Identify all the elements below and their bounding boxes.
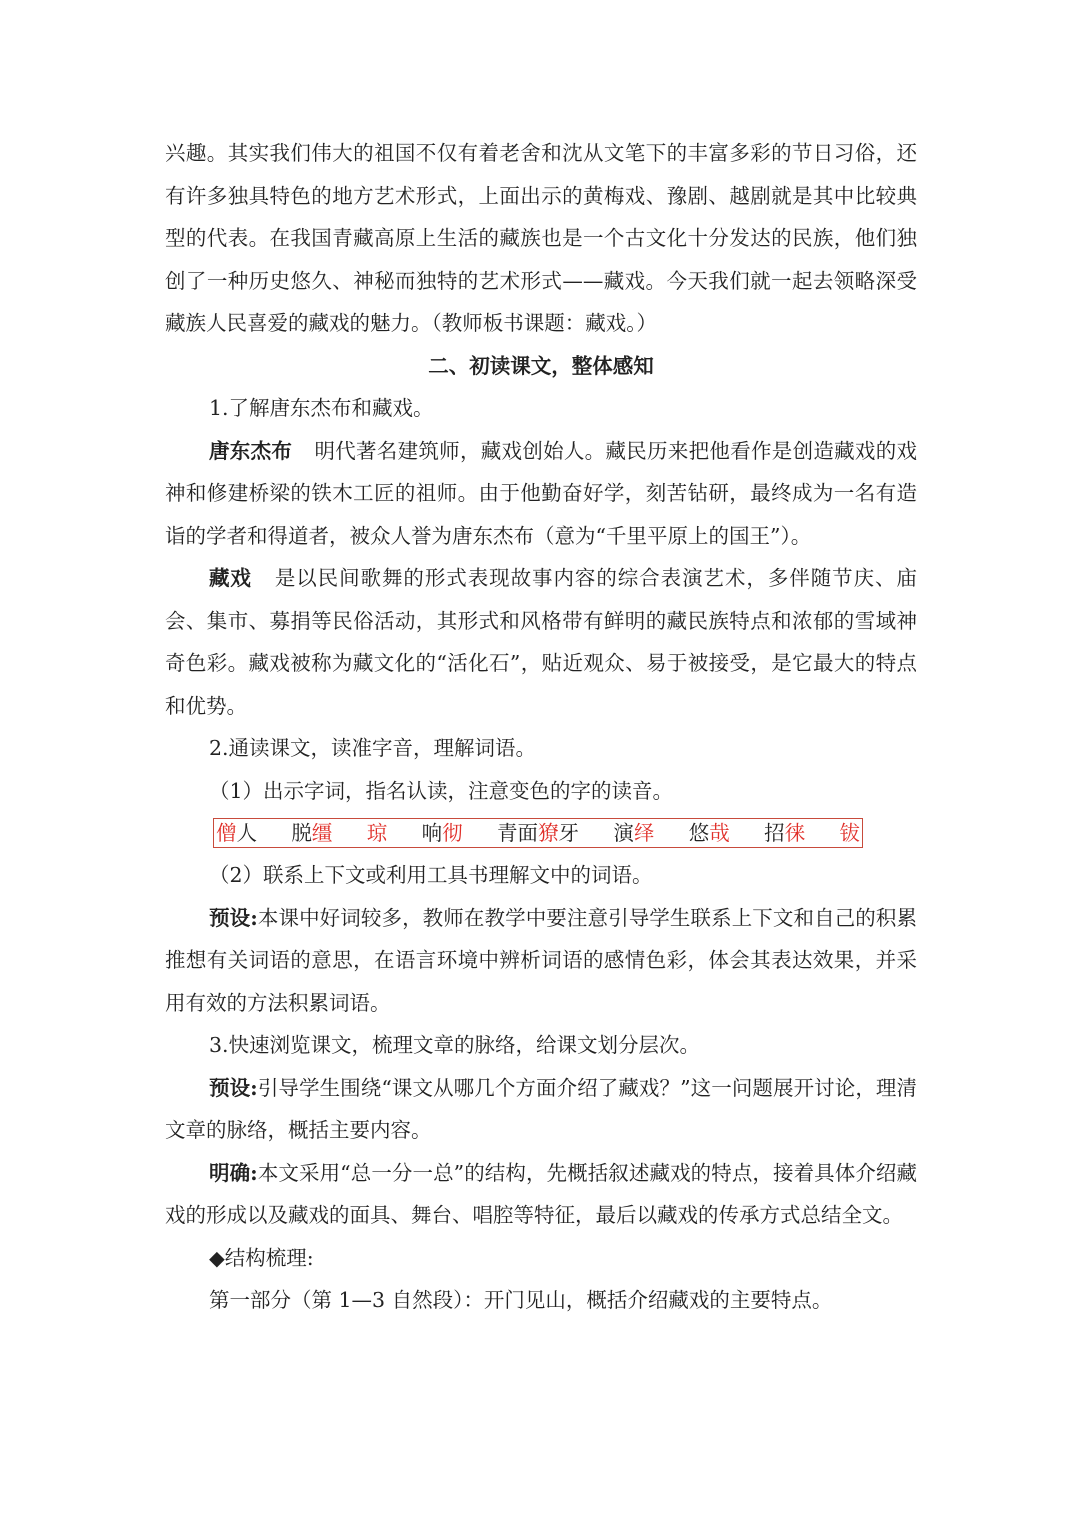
zangxi-term: 藏戏 bbox=[209, 566, 252, 590]
vocab-word-2: 脱缰 bbox=[291, 821, 333, 845]
intro-paragraph: 兴趣。其实我们伟大的祖国不仅有着老舍和沈从文笔下的丰富多彩的节日习俗，还有许多独具特色的地方艺术形式，上面出示的黄梅戏、豫剧、越剧就是其中比较典型的代表。在我国青藏高原上生活的藏族也是一个古文化十分发达的民族，他们独创了一种历史悠久、神秘而独特的艺术形式——藏戏。今天我们就一起去领略深受藏族人民喜爱的藏戏的魅力。（教师板书课题：藏戏。） bbox=[165, 141, 917, 335]
part1-line: 第一部分（第 1—3 自然段）：开门见山，概括介绍藏戏的主要特点。 bbox=[209, 1288, 833, 1312]
vocab-word-4: 响彻 bbox=[421, 821, 463, 845]
preset1-label: 预设: bbox=[209, 905, 258, 930]
preset1-text: 本课中好词较多，教师在教学中要注意引导学生联系上下文和自己的积累推想有关词语的意思，在语言环境中辨析词语的感情色彩，体会其表达效果，并采用有效的方法积累词语。 bbox=[165, 905, 917, 1015]
vocab-word-9: 钹 bbox=[839, 821, 860, 845]
item2-sub1: （1）出示字词，指名认读，注意变色的字的读音。 bbox=[209, 778, 674, 803]
vocabulary-box bbox=[213, 818, 863, 848]
vocab-word-1: 僧人 bbox=[216, 821, 257, 845]
preset1-paragraph bbox=[165, 897, 917, 1025]
item2-sub2: （2）联系上下文或利用工具书理解文中的词语。 bbox=[209, 863, 653, 887]
item3-title: 3.快速浏览课文，梳理文章的脉络，给课文划分层次。 bbox=[209, 1033, 701, 1057]
section-heading: 二、初读课文，整体感知 bbox=[428, 353, 654, 378]
preset2-paragraph bbox=[165, 1067, 917, 1152]
vocab-word-8: 招徕 bbox=[764, 821, 806, 845]
item2-title: 2.通读课文，读准字音，理解词语。 bbox=[209, 736, 537, 760]
clarify-text: 本文采用“总一分一总”的结构，先概括叙述藏戏的特点，接着具体介绍藏戏的形成以及藏戏的面具、舞台、唱腔等特征，最后以藏戏的传承方式总结全文。 bbox=[165, 1160, 917, 1227]
zangxi-paragraph bbox=[165, 557, 917, 727]
structure-title: ◆结构梳理: bbox=[209, 1245, 314, 1270]
tangdong-paragraph bbox=[165, 430, 917, 558]
page-content bbox=[165, 132, 917, 1322]
clarify-label: 明确: bbox=[209, 1160, 258, 1185]
preset2-label: 预设: bbox=[209, 1075, 258, 1100]
vocab-word-5: 青面獠牙 bbox=[497, 821, 579, 845]
clarify-paragraph bbox=[165, 1152, 917, 1237]
vocab-word-7: 悠哉 bbox=[688, 821, 730, 845]
preset2-text: 引导学生围绕“课文从哪几个方面介绍了藏戏？”这一问题展开讨论，理清文章的脉络，概括主要内容。 bbox=[165, 1075, 917, 1142]
tangdong-term: 唐东杰布 bbox=[209, 438, 293, 463]
item1-title: 1.了解唐东杰布和藏戏。 bbox=[209, 396, 434, 420]
vocab-word-6: 演绎 bbox=[613, 821, 655, 845]
tangdong-text: 明代著名建筑师，藏戏创始人。藏民历来把他看作是创造藏戏的戏神和修建桥梁的铁木工匠的祖师。由于他勤奋好学，刻苦钻研，最终成为一名有造诣的学者和得道者，被众人誉为唐东杰布（意为“千里平原上的国王”）。 bbox=[165, 438, 918, 548]
zangxi-text: 是以民间歌舞的形式表现故事内容的综合表演艺术，多伴随节庆、庙会、集市、募捐等民俗活动，其形式和风格带有鲜明的藏民族特点和浓郁的雪域神奇色彩。藏戏被称为藏文化的“活化石”，贴近观众、易于被接受，是它最大的特点和优势。 bbox=[165, 566, 917, 718]
vocab-word-3: 琼 bbox=[366, 821, 388, 845]
